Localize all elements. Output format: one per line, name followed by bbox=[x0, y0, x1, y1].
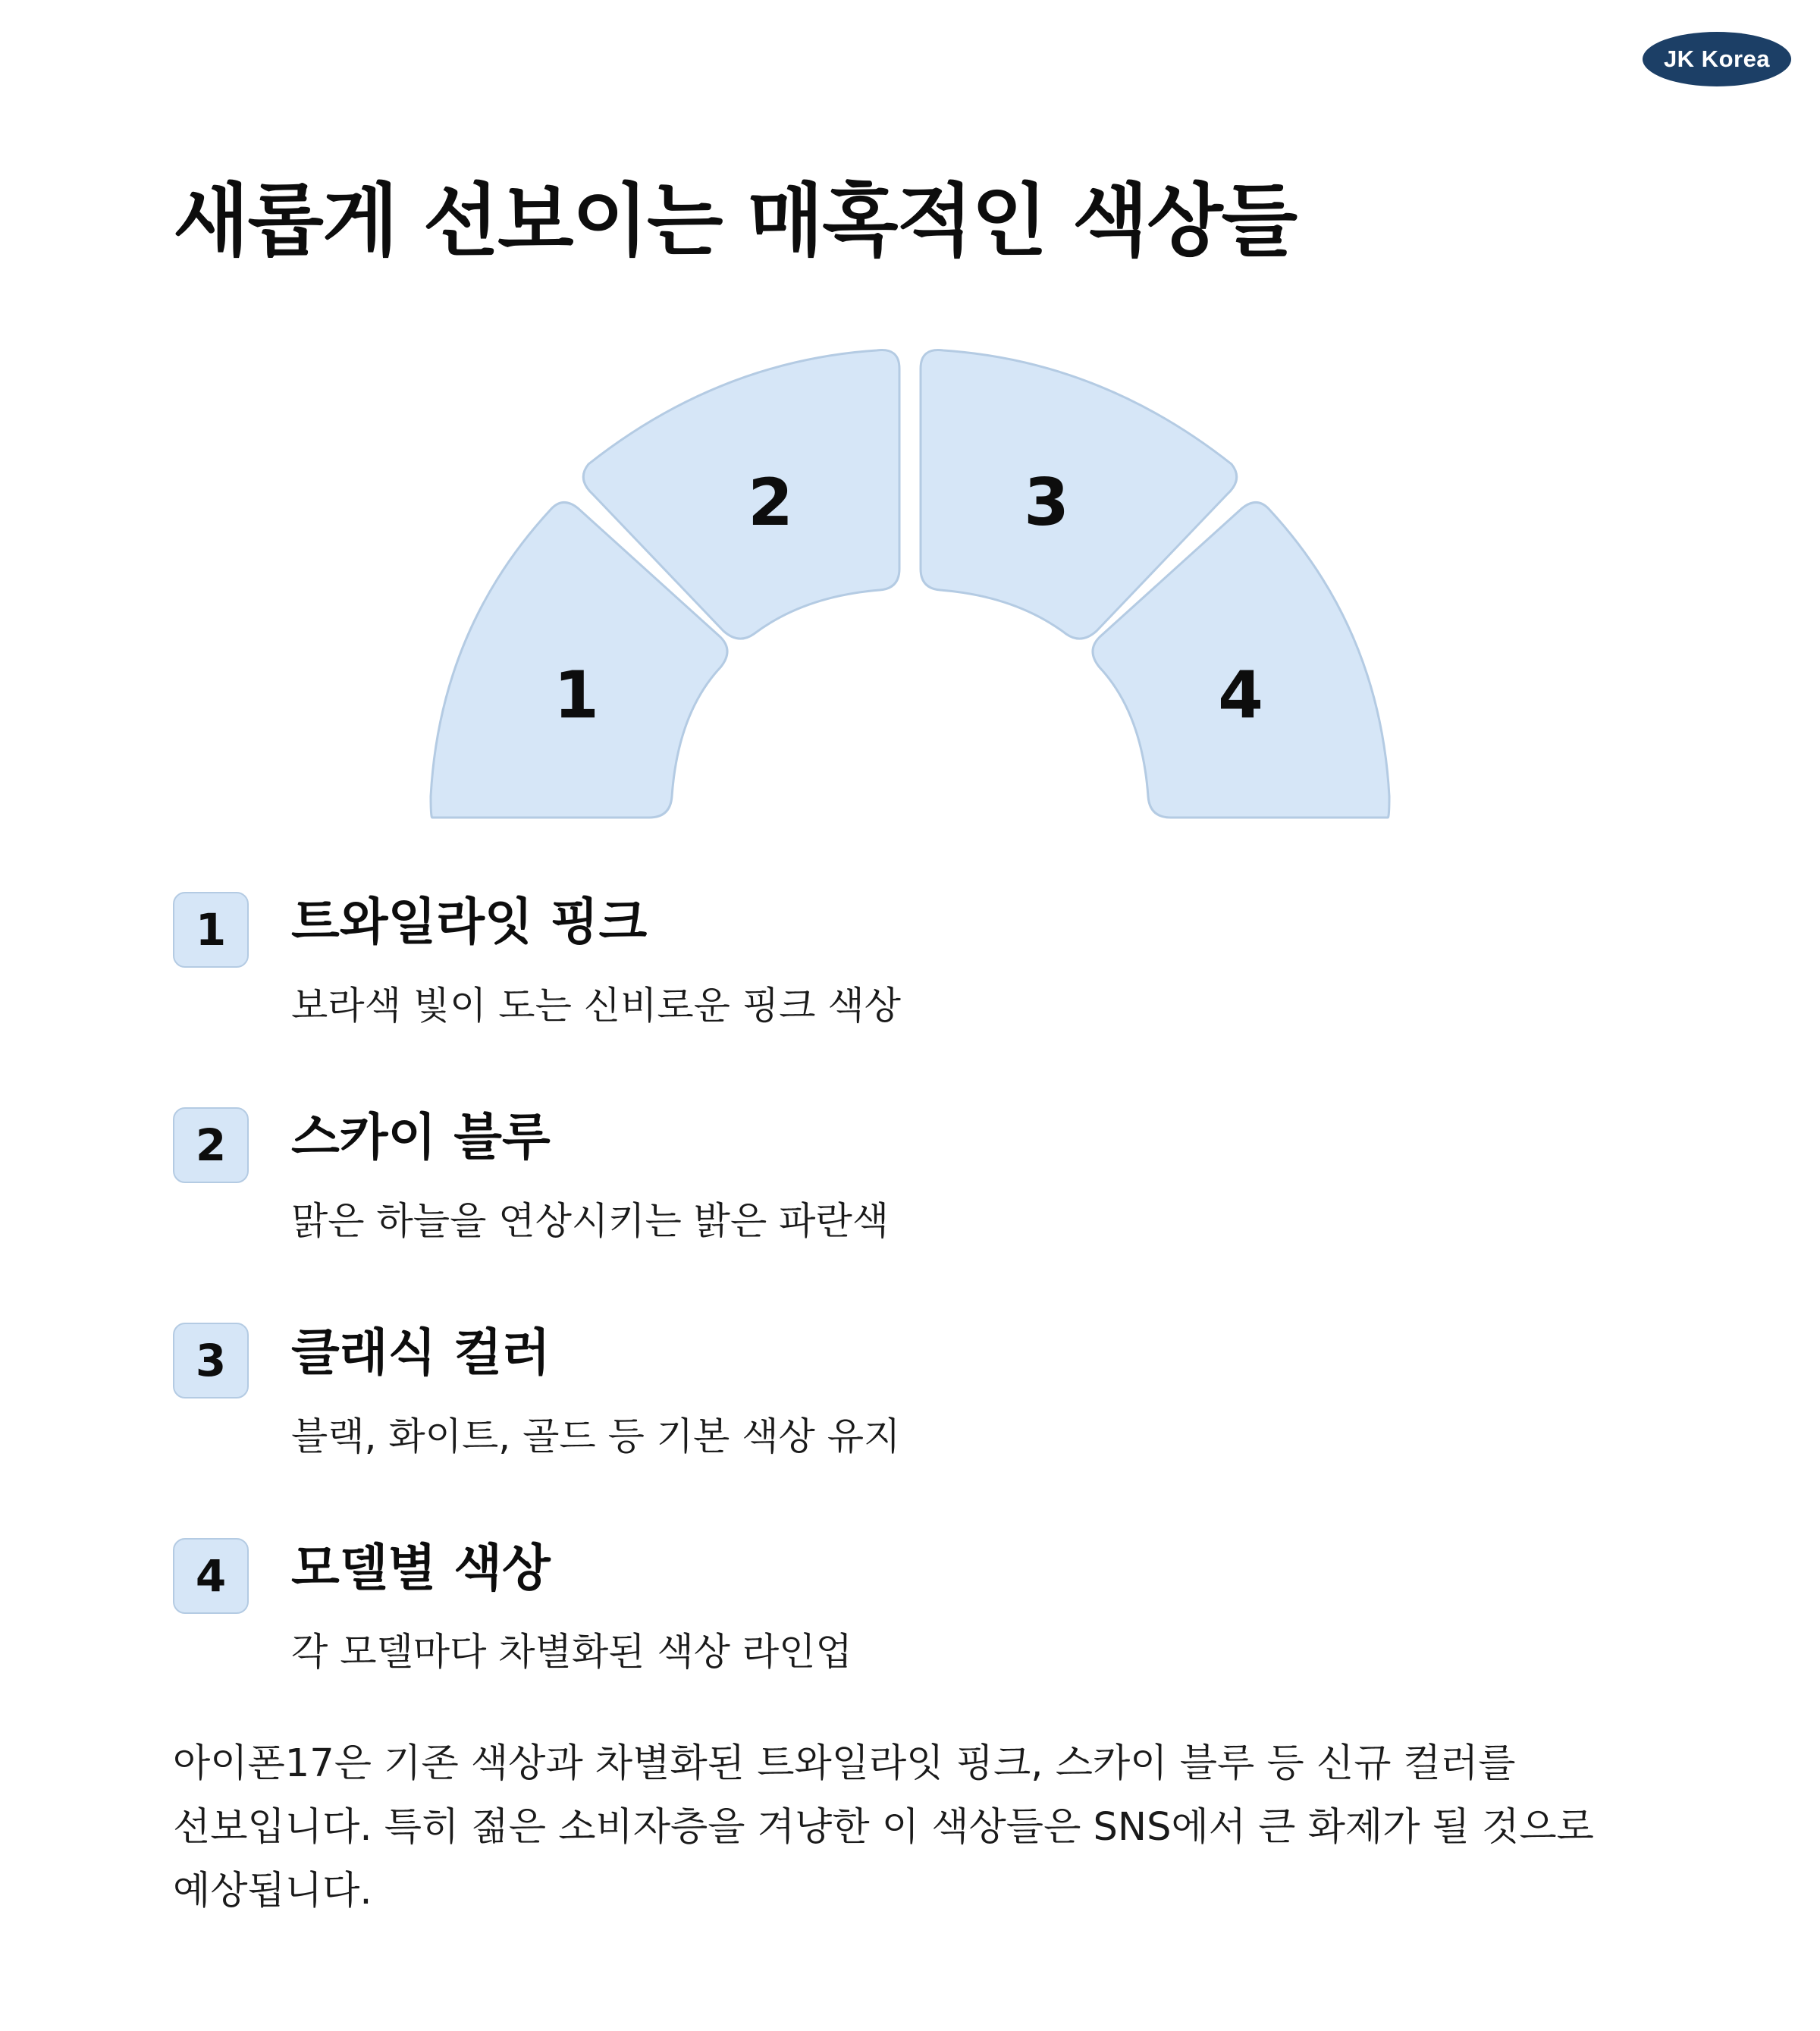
item-number-badge: 4 bbox=[173, 1538, 249, 1614]
list-item-1 bbox=[173, 892, 1690, 1059]
list-item-2 bbox=[173, 1107, 1690, 1274]
diagram-segment-2-number: 2 bbox=[748, 465, 793, 541]
item-title: 트와일라잇 핑크 bbox=[291, 893, 648, 951]
item-description: 각 모델마다 차별화된 색상 라인업 bbox=[291, 1630, 852, 1674]
item-number-badge: 3 bbox=[173, 1323, 249, 1398]
summary-paragraph: 아이폰17은 기존 색상과 차별화된 트와일라잇 핑크, 스카이 블루 등 신규 컬러를 선보입니다. 특히 젊은 소비자층을 겨냥한 이 색상들은 SNS에서 큰 화제가 될 것으로 예상됩니다. bbox=[173, 1741, 1594, 1914]
item-title: 클래식 컬러 bbox=[291, 1323, 551, 1382]
logo-text: JK Korea bbox=[1663, 46, 1771, 72]
semicircle-segment-diagram bbox=[0, 0, 1820, 849]
page-title: 새롭게 선보이는 매혹적인 색상들 bbox=[173, 174, 1297, 267]
item-title: 모델별 색상 bbox=[291, 1539, 551, 1597]
item-number-badge: 1 bbox=[173, 892, 249, 968]
item-title: 스카이 블루 bbox=[291, 1108, 551, 1166]
diagram-segment-4-number: 4 bbox=[1218, 658, 1263, 733]
diagram-segment-3-number: 3 bbox=[1024, 465, 1069, 541]
list-item-4 bbox=[173, 1538, 1690, 1705]
list-item-3 bbox=[173, 1323, 1690, 1490]
item-description: 보라색 빛이 도는 신비로운 핑크 색상 bbox=[291, 984, 901, 1028]
item-number-badge: 2 bbox=[173, 1107, 249, 1183]
item-description: 블랙, 화이트, 골드 등 기본 색상 유지 bbox=[291, 1414, 901, 1458]
diagram-segment-1-number: 1 bbox=[554, 658, 599, 733]
item-description: 맑은 하늘을 연상시키는 밝은 파란색 bbox=[291, 1199, 890, 1243]
